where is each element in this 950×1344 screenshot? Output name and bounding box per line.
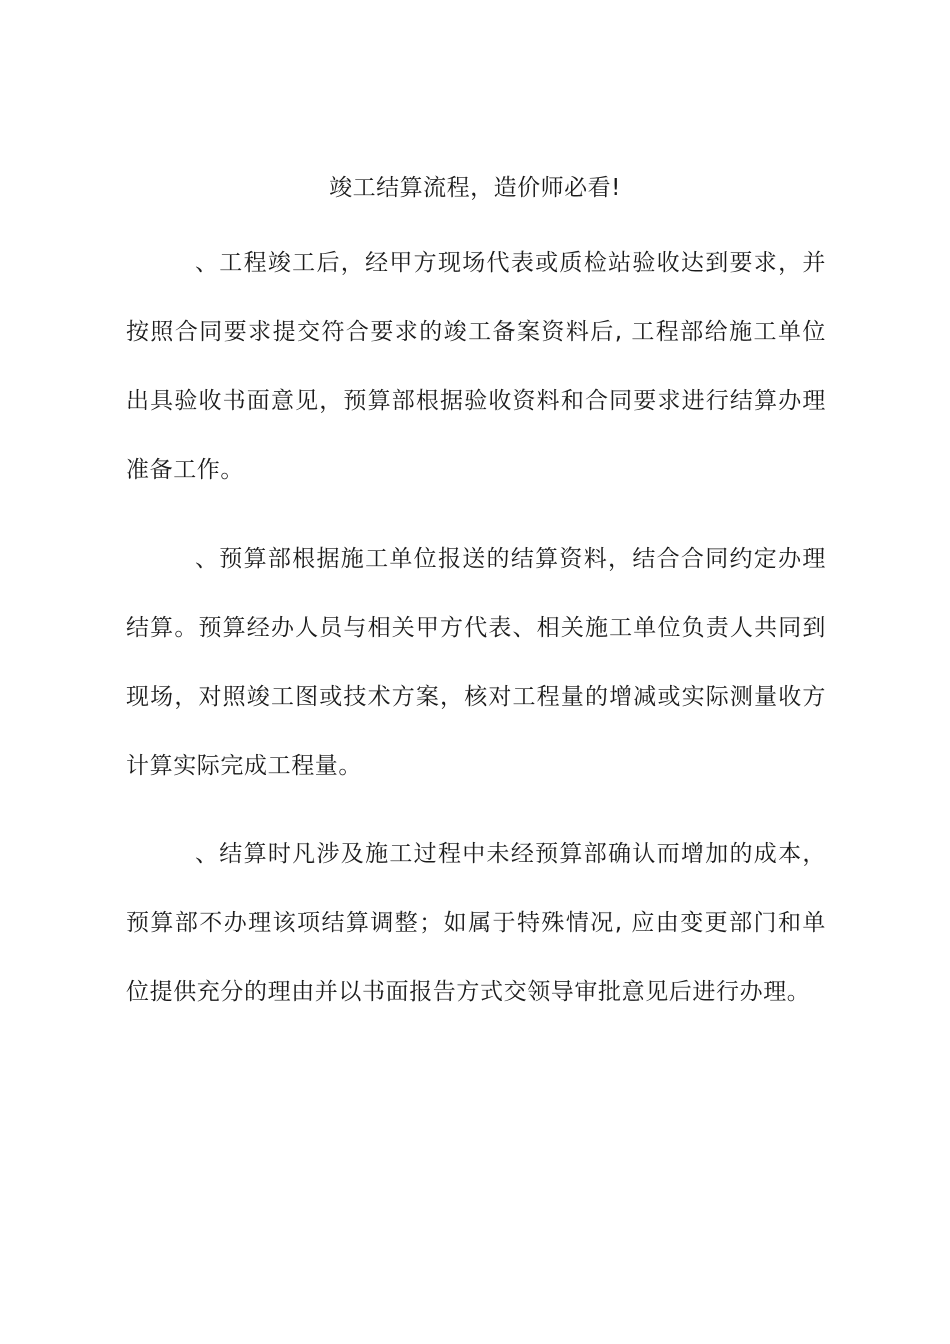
paragraph-1: 、工程竣工后，经甲方现场代表或质检站验收达到要求，并按照合同要求提交符合要求的竣工备案资料后, 工程部给施工单位出具验收书面意见，预算部根据验收资料和合同要求进行结算办理准备工作。 xyxy=(126,250,826,483)
document-title: 竣工结算流程，造价师必看! xyxy=(329,175,621,201)
paragraph-2: 、预算部根据施工单位报送的结算资料，结合合同约定办理结算。预算经办人员与相关甲方代表、相关施工单位负责人共同到现场，对照竣工图或技术方案，核对工程量的增减或实际测量收方计算实际完成工程量。 xyxy=(126,546,826,779)
paragraph-3: 、结算时凡涉及施工过程中未经预算部确认而增加的成本，预算部不办理该项结算调整；如属于特殊情况, 应由变更部门和单位提供充分的理由并以书面报告方式交领导审批意见后进行办理。 xyxy=(126,841,826,1005)
